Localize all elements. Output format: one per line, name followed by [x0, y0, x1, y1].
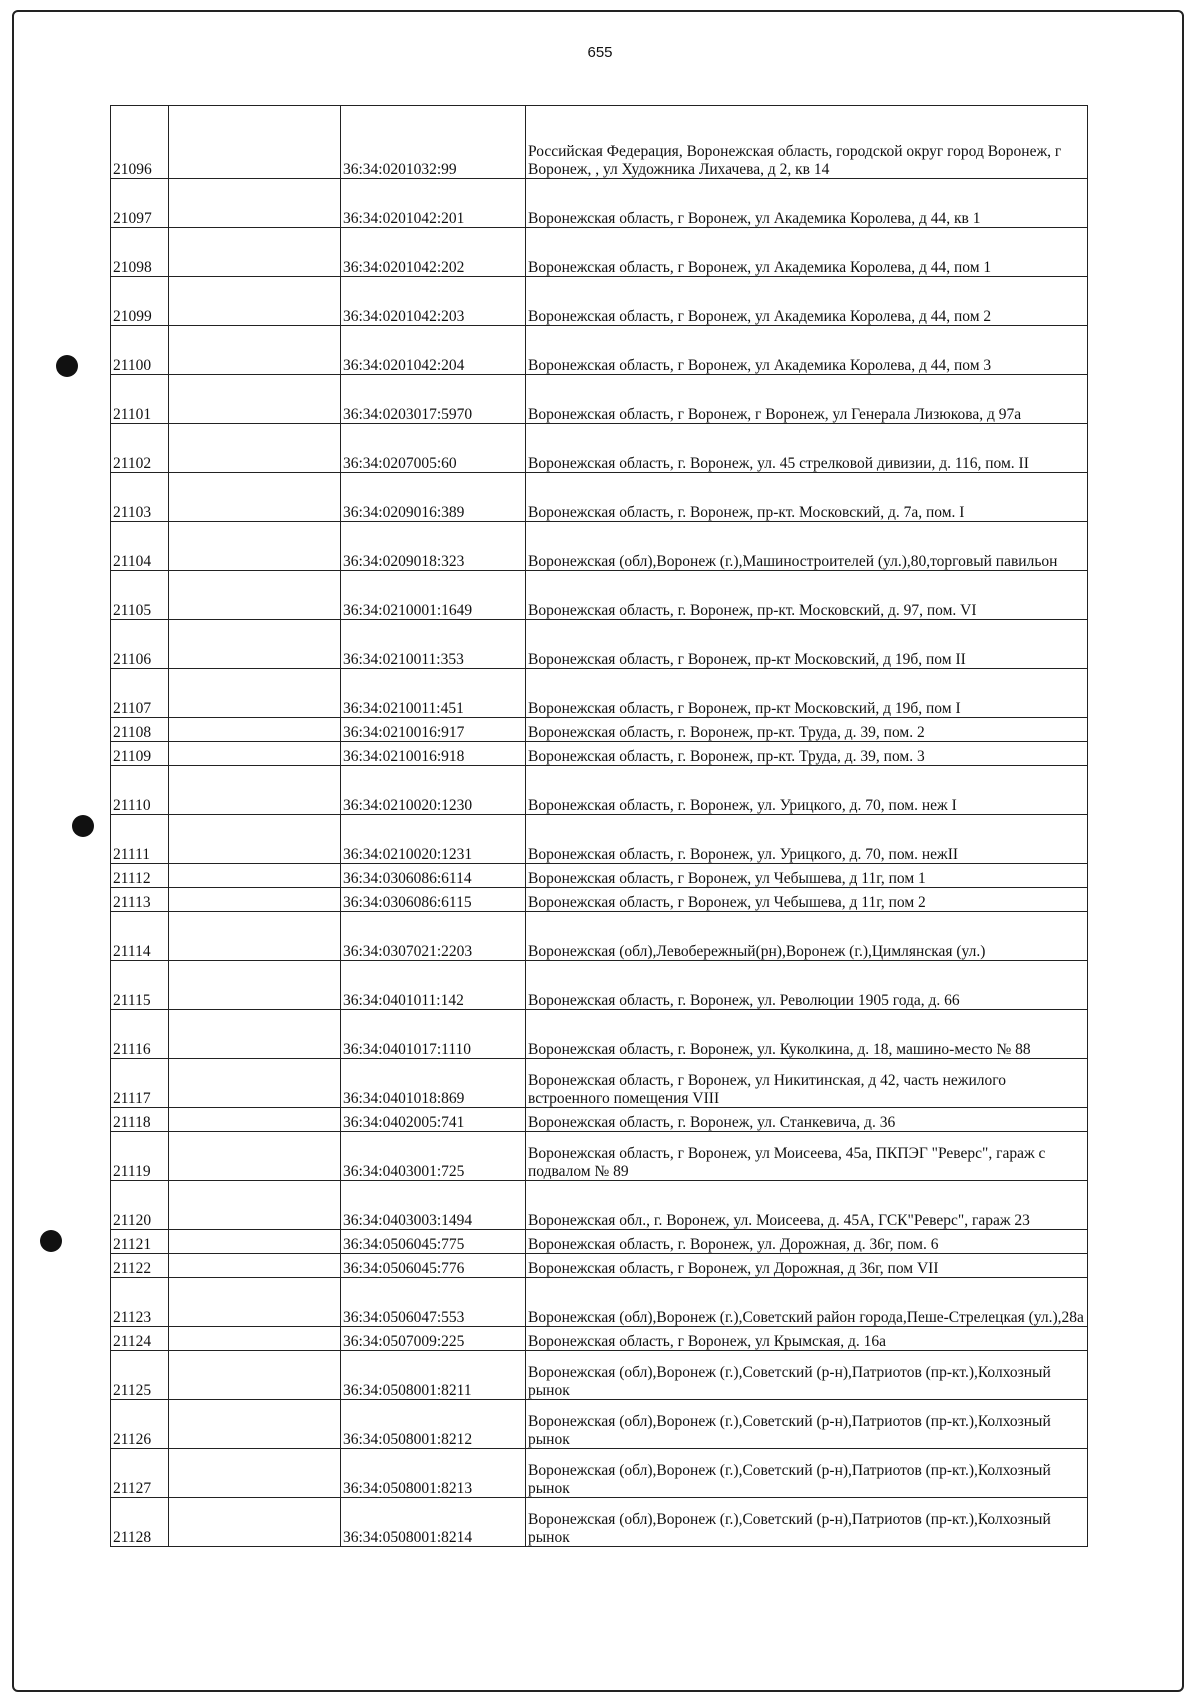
empty-cell — [169, 1181, 341, 1230]
empty-cell — [169, 375, 341, 424]
row-number-cell: 21098 — [111, 228, 169, 277]
table-row — [111, 179, 1088, 228]
table-row — [111, 473, 1088, 522]
address-cell: Воронежская область, г Воронеж, ул Никитинская, д 42, часть нежилого встроенного помещения VIII — [526, 1059, 1088, 1108]
address-cell: Воронежская область, г Воронеж, г Воронеж, ул Генерала Лизюкова, д 97а — [526, 375, 1088, 424]
address-cell: Воронежская область, г. Воронеж, ул. Революции 1905 года, д. 66 — [526, 961, 1088, 1010]
cadastral-number-cell: 36:34:0210016:917 — [341, 718, 526, 742]
address-cell: Воронежская (обл),Левобережный(рн),Воронеж (г.),Цимлянская (ул.) — [526, 912, 1088, 961]
row-number-cell: 21109 — [111, 742, 169, 766]
address-cell: Воронежская (обл),Воронеж (г.),Советский район города,Пеше-Стрелецкая (ул.),28а — [526, 1278, 1088, 1327]
cadastral-number-cell: 36:34:0210001:1649 — [341, 571, 526, 620]
row-number-cell: 21113 — [111, 888, 169, 912]
cadastral-number-cell: 36:34:0210011:353 — [341, 620, 526, 669]
address-cell: Воронежская область, г Воронеж, ул Академика Королева, д 44, пом 3 — [526, 326, 1088, 375]
address-cell: Воронежская область, г Воронеж, ул Чебышева, д 11г, пом 2 — [526, 888, 1088, 912]
empty-cell — [169, 1449, 341, 1498]
row-number-cell: 21126 — [111, 1400, 169, 1449]
empty-cell — [169, 1254, 341, 1278]
table-row — [111, 1278, 1088, 1327]
empty-cell — [169, 1278, 341, 1327]
empty-cell — [169, 1059, 341, 1108]
cadastral-number-cell: 36:34:0201042:203 — [341, 277, 526, 326]
table-row — [111, 277, 1088, 326]
address-cell: Воронежская область, г. Воронеж, ул. Урицкого, д. 70, пом. неж I — [526, 766, 1088, 815]
address-cell: Воронежская (обл),Воронеж (г.),Советский (р-н),Патриотов (пр-кт.),Колхозный рынок — [526, 1498, 1088, 1547]
table-row — [111, 1327, 1088, 1351]
cadastral-number-cell: 36:34:0201032:99 — [341, 106, 526, 179]
cadastral-number-cell: 36:34:0506045:775 — [341, 1230, 526, 1254]
page-number: 655 — [587, 44, 613, 61]
row-number-cell: 21100 — [111, 326, 169, 375]
row-number-cell: 21097 — [111, 179, 169, 228]
row-number-cell: 21128 — [111, 1498, 169, 1547]
empty-cell — [169, 1327, 341, 1351]
empty-cell — [169, 912, 341, 961]
row-number-cell: 21101 — [111, 375, 169, 424]
row-number-cell: 21106 — [111, 620, 169, 669]
empty-cell — [169, 766, 341, 815]
row-number-cell: 21102 — [111, 424, 169, 473]
row-number-cell: 21116 — [111, 1010, 169, 1059]
empty-cell — [169, 718, 341, 742]
cadastral-number-cell: 36:34:0201042:202 — [341, 228, 526, 277]
address-cell: Российская Федерация, Воронежская область, городской округ город Воронеж, г Воронеж, , ул Художника Лихачева, д 2, кв 14 — [526, 106, 1088, 179]
row-number-cell: 21125 — [111, 1351, 169, 1400]
table-row — [111, 571, 1088, 620]
row-number-cell: 21121 — [111, 1230, 169, 1254]
address-cell: Воронежская область, г Воронеж, ул Академика Королева, д 44, пом 1 — [526, 228, 1088, 277]
empty-cell — [169, 888, 341, 912]
empty-cell — [169, 669, 341, 718]
table-row — [111, 961, 1088, 1010]
table-row — [111, 1230, 1088, 1254]
punch-hole-mark — [72, 815, 94, 837]
empty-cell — [169, 864, 341, 888]
address-cell: Воронежская обл., г. Воронеж, ул. Моисеева, д. 45А, ГСК"Реверс", гараж 23 — [526, 1181, 1088, 1230]
cadastral-number-cell: 36:34:0210020:1230 — [341, 766, 526, 815]
row-number-cell: 21124 — [111, 1327, 169, 1351]
address-cell: Воронежская область, г Воронеж, ул Моисеева, 45а, ПКПЭГ "Реверс", гараж с подвалом № 89 — [526, 1132, 1088, 1181]
row-number-cell: 21120 — [111, 1181, 169, 1230]
table-row — [111, 326, 1088, 375]
table-row — [111, 669, 1088, 718]
empty-cell — [169, 742, 341, 766]
row-number-cell: 21105 — [111, 571, 169, 620]
cadastral-number-cell: 36:34:0207005:60 — [341, 424, 526, 473]
address-cell: Воронежская область, г Воронеж, ул Чебышева, д 11г, пом 1 — [526, 864, 1088, 888]
empty-cell — [169, 571, 341, 620]
punch-hole-mark — [56, 355, 78, 377]
row-number-cell: 21118 — [111, 1108, 169, 1132]
cadastral-number-cell: 36:34:0507009:225 — [341, 1327, 526, 1351]
table-row — [111, 815, 1088, 864]
cadastral-number-cell: 36:34:0209018:323 — [341, 522, 526, 571]
empty-cell — [169, 1230, 341, 1254]
cadastral-number-cell: 36:34:0203017:5970 — [341, 375, 526, 424]
empty-cell — [169, 179, 341, 228]
table-row — [111, 228, 1088, 277]
empty-cell — [169, 106, 341, 179]
address-cell: Воронежская область, г. Воронеж, ул. Станкевича, д. 36 — [526, 1108, 1088, 1132]
address-cell: Воронежская область, г Воронеж, ул Академика Королева, д 44, кв 1 — [526, 179, 1088, 228]
address-cell: Воронежская область, г. Воронеж, пр-кт. Труда, д. 39, пом. 2 — [526, 718, 1088, 742]
table-row — [111, 718, 1088, 742]
address-cell: Воронежская область, г. Воронеж, ул. Урицкого, д. 70, пом. нежII — [526, 815, 1088, 864]
row-number-cell: 21111 — [111, 815, 169, 864]
empty-cell — [169, 326, 341, 375]
cadastral-number-cell: 36:34:0403001:725 — [341, 1132, 526, 1181]
row-number-cell: 21127 — [111, 1449, 169, 1498]
row-number-cell: 21122 — [111, 1254, 169, 1278]
row-number-cell: 21115 — [111, 961, 169, 1010]
cadastral-number-cell: 36:34:0201042:204 — [341, 326, 526, 375]
table-row — [111, 1181, 1088, 1230]
row-number-cell: 21112 — [111, 864, 169, 888]
row-number-cell: 21096 — [111, 106, 169, 179]
row-number-cell: 21103 — [111, 473, 169, 522]
registry-table — [110, 105, 1088, 1547]
cadastral-number-cell: 36:34:0210020:1231 — [341, 815, 526, 864]
cadastral-number-cell: 36:34:0401017:1110 — [341, 1010, 526, 1059]
cadastral-number-cell: 36:34:0508001:8214 — [341, 1498, 526, 1547]
empty-cell — [169, 815, 341, 864]
address-cell: Воронежская область, г Воронеж, ул Крымская, д. 16а — [526, 1327, 1088, 1351]
table-row — [111, 1059, 1088, 1108]
cadastral-number-cell: 36:34:0402005:741 — [341, 1108, 526, 1132]
cadastral-number-cell: 36:34:0306086:6115 — [341, 888, 526, 912]
table-row — [111, 1254, 1088, 1278]
address-cell: Воронежская область, г. Воронеж, ул. Куколкина, д. 18, машино-место № 88 — [526, 1010, 1088, 1059]
table-row — [111, 1400, 1088, 1449]
empty-cell — [169, 961, 341, 1010]
table-row — [111, 620, 1088, 669]
table-row — [111, 1108, 1088, 1132]
table-row — [111, 1449, 1088, 1498]
cadastral-number-cell: 36:34:0401011:142 — [341, 961, 526, 1010]
empty-cell — [169, 473, 341, 522]
table-row — [111, 888, 1088, 912]
empty-cell — [169, 1132, 341, 1181]
table-row — [111, 424, 1088, 473]
cadastral-number-cell: 36:34:0210016:918 — [341, 742, 526, 766]
empty-cell — [169, 1498, 341, 1547]
empty-cell — [169, 228, 341, 277]
empty-cell — [169, 1351, 341, 1400]
punch-hole-mark — [40, 1230, 62, 1252]
row-number-cell: 21110 — [111, 766, 169, 815]
cadastral-number-cell: 36:34:0403003:1494 — [341, 1181, 526, 1230]
address-cell: Воронежская область, г. Воронеж, пр-кт. Московский, д. 7а, пом. I — [526, 473, 1088, 522]
address-cell: Воронежская область, г Воронеж, пр-кт Московский, д 19б, пом I — [526, 669, 1088, 718]
cadastral-number-cell: 36:34:0506045:776 — [341, 1254, 526, 1278]
cadastral-number-cell: 36:34:0508001:8212 — [341, 1400, 526, 1449]
cadastral-number-cell: 36:34:0506047:553 — [341, 1278, 526, 1327]
empty-cell — [169, 424, 341, 473]
cadastral-number-cell: 36:34:0508001:8213 — [341, 1449, 526, 1498]
address-cell: Воронежская область, г Воронеж, ул Академика Королева, д 44, пом 2 — [526, 277, 1088, 326]
table-row — [111, 375, 1088, 424]
address-cell: Воронежская область, г Воронеж, пр-кт Московский, д 19б, пом II — [526, 620, 1088, 669]
table-row — [111, 742, 1088, 766]
address-cell: Воронежская область, г. Воронеж, пр-кт. Труда, д. 39, пом. 3 — [526, 742, 1088, 766]
address-cell: Воронежская (обл),Воронеж (г.),Советский (р-н),Патриотов (пр-кт.),Колхозный рынок — [526, 1400, 1088, 1449]
cadastral-number-cell: 36:34:0209016:389 — [341, 473, 526, 522]
table-row — [111, 1351, 1088, 1400]
table-row — [111, 864, 1088, 888]
table-row — [111, 766, 1088, 815]
row-number-cell: 21123 — [111, 1278, 169, 1327]
address-cell: Воронежская (обл),Воронеж (г.),Советский (р-н),Патриотов (пр-кт.),Колхозный рынок — [526, 1351, 1088, 1400]
row-number-cell: 21099 — [111, 277, 169, 326]
table-row — [111, 912, 1088, 961]
table-row — [111, 106, 1088, 179]
row-number-cell: 21104 — [111, 522, 169, 571]
empty-cell — [169, 1108, 341, 1132]
cadastral-number-cell: 36:34:0306086:6114 — [341, 864, 526, 888]
empty-cell — [169, 1010, 341, 1059]
row-number-cell: 21119 — [111, 1132, 169, 1181]
cadastral-number-cell: 36:34:0508001:8211 — [341, 1351, 526, 1400]
registry-table-body — [111, 106, 1088, 1547]
row-number-cell: 21108 — [111, 718, 169, 742]
table-row — [111, 522, 1088, 571]
cadastral-number-cell: 36:34:0401018:869 — [341, 1059, 526, 1108]
address-cell: Воронежская область, г. Воронеж, пр-кт. Московский, д. 97, пом. VI — [526, 571, 1088, 620]
table-row — [111, 1498, 1088, 1547]
empty-cell — [169, 1400, 341, 1449]
cadastral-number-cell: 36:34:0210011:451 — [341, 669, 526, 718]
row-number-cell: 21107 — [111, 669, 169, 718]
address-cell: Воронежская (обл),Воронеж (г.),Советский (р-н),Патриотов (пр-кт.),Колхозный рынок — [526, 1449, 1088, 1498]
address-cell: Воронежская область, г. Воронеж, ул. 45 стрелковой дивизии, д. 116, пом. II — [526, 424, 1088, 473]
cadastral-number-cell: 36:34:0201042:201 — [341, 179, 526, 228]
empty-cell — [169, 522, 341, 571]
table-row — [111, 1010, 1088, 1059]
empty-cell — [169, 620, 341, 669]
row-number-cell: 21114 — [111, 912, 169, 961]
row-number-cell: 21117 — [111, 1059, 169, 1108]
cadastral-number-cell: 36:34:0307021:2203 — [341, 912, 526, 961]
address-cell: Воронежская (обл),Воронеж (г.),Машиностроителей (ул.),80,торговый павильон — [526, 522, 1088, 571]
empty-cell — [169, 277, 341, 326]
address-cell: Воронежская область, г. Воронеж, ул. Дорожная, д. 36г, пом. 6 — [526, 1230, 1088, 1254]
table-row — [111, 1132, 1088, 1181]
address-cell: Воронежская область, г Воронеж, ул Дорожная, д 36г, пом VII — [526, 1254, 1088, 1278]
